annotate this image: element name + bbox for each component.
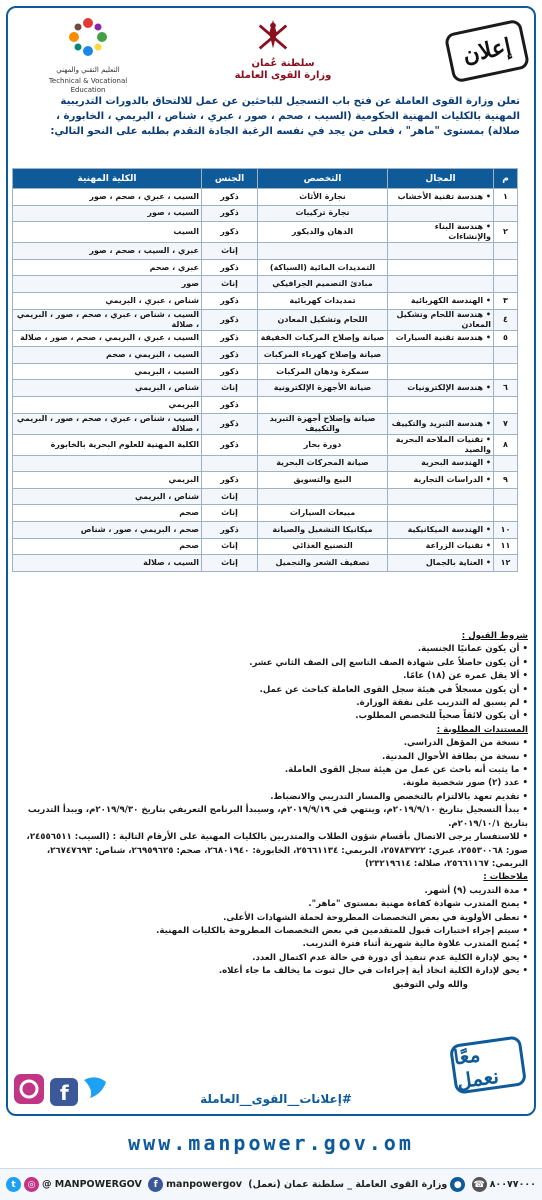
table-row bbox=[13, 330, 518, 347]
ministry-name bbox=[228, 58, 338, 82]
cell-spec: الدهان والديكور bbox=[258, 222, 388, 243]
cell-idx: ٤ bbox=[494, 309, 518, 330]
cell-spec: صيانة وإصلاح المركبات الخفيفة bbox=[258, 330, 388, 347]
cell-field: • هندسة التبريد والتكييف bbox=[388, 413, 494, 434]
cell-spec: دورة بحار bbox=[258, 434, 388, 455]
svg-text:f: f bbox=[60, 1081, 69, 1105]
document-item: • تقديم تعهد بالالتزام بالتخصص والمسار التدريبي والانضباط. bbox=[14, 791, 528, 804]
document-item: • نسخة من المؤهل الدراسي. bbox=[14, 737, 528, 750]
cell-field: • الهندسة الميكانيكية bbox=[388, 521, 494, 538]
cell-gender: ذكور bbox=[202, 292, 258, 309]
condition-item: • أن يكون لائقاً صحياً للتخصص المطلوب. bbox=[14, 710, 528, 723]
table-row bbox=[13, 396, 518, 413]
cell-college: عبري ، السيب ، صحم ، صور bbox=[13, 243, 202, 260]
contact-info: • للاستفسار يرجى الاتصال بأقسام شؤون الطلاب والمتدربين بالكليات المهنية على الأرقام التالية : (السيب: ٢٤٥٥٦٥١١، صور: ٢٥٥٣٠٠٦٨، عبري: ٢٥٧٨٣٧٢٢، البريمي: ٢٥٦٦١١٣٤، الخابورة: ٢٦٨٠١٩٤٠، صحم: ٢٦٩٥٩٦٢٥، شناص: ٢٦٧٤٧٦٩٣، البريمي: ٢٥٦٦١١٦٧، صلالة: ٢٣٢١٩٦١٤) bbox=[14, 831, 528, 871]
condition-item: • أن يكون مسجلاً في هيئة سجل القوى العاملة كباحث عن عمل. bbox=[14, 684, 528, 697]
cell-gender: إناث bbox=[202, 488, 258, 505]
table-row bbox=[13, 538, 518, 555]
cell-gender: ذكور bbox=[202, 521, 258, 538]
cell-gender: ذكور bbox=[202, 396, 258, 413]
table-row bbox=[13, 292, 518, 309]
cell-idx bbox=[494, 488, 518, 505]
cell-spec: مبيعات السيارات bbox=[258, 505, 388, 522]
cell-idx: ٢ bbox=[494, 222, 518, 243]
cell-field bbox=[388, 505, 494, 522]
cell-gender: ذكور bbox=[202, 205, 258, 222]
cell-idx bbox=[494, 455, 518, 472]
contact-bar bbox=[0, 1168, 542, 1200]
cell-idx: ٩ bbox=[494, 472, 518, 489]
cell-field: • الدراسات التجارية bbox=[388, 472, 494, 489]
cell-field: • هندسة تقنية الأخشاب bbox=[388, 189, 494, 206]
cell-gender: ذكور bbox=[202, 309, 258, 330]
table-row bbox=[13, 243, 518, 260]
note-item: • سيتم إجراء اختبارات قبول للمتقدمين في بعض التخصصات المطروحة بالكليات المهنية. bbox=[14, 925, 528, 938]
table-row bbox=[13, 434, 518, 455]
instagram-icon bbox=[14, 1074, 44, 1104]
cell-field bbox=[388, 488, 494, 505]
notes-title: ملاحظات : bbox=[483, 872, 528, 883]
tve-logo-text-en: Technical & Vocational Education bbox=[48, 77, 128, 94]
phone-icon: ☎ bbox=[472, 1177, 487, 1192]
cell-gender: ذكور bbox=[202, 363, 258, 380]
cell-idx bbox=[494, 363, 518, 380]
cell-field: • العناية بالجمال bbox=[388, 555, 494, 572]
cell-spec: سمكرة ودهان المركبات bbox=[258, 363, 388, 380]
cell-college: السيب ، صلالة bbox=[13, 555, 202, 572]
cell-gender: إناث bbox=[202, 505, 258, 522]
document-item: • عدد (٢) صور شخصية ملونة. bbox=[14, 777, 528, 790]
cell-idx bbox=[494, 276, 518, 293]
cell-gender: ذكور bbox=[202, 347, 258, 364]
cell-idx: ٥ bbox=[494, 330, 518, 347]
cell-gender: ذكور bbox=[202, 472, 258, 489]
cell-field: • تقنيات الزراعة bbox=[388, 538, 494, 555]
cell-field: • هندسة تقنية السيارات bbox=[388, 330, 494, 347]
intro-paragraph: تعلن وزارة القوى العاملة عن فتح باب التسجيل للباحثين عن عمل للالتحاق بالدورات التدريبية المهنية بالكليات المهنية الحكومية (السيب ، صحم ، صور ، عبري ، شناص ، البريمي ، الخابورة ، صلالة) بمستوى "ماهر" ، فعلى من يجد في نفسه الرغبة الجادة التقدم بطلبه على النحو التالي: bbox=[50, 96, 520, 137]
condition-item: • لم يسبق له التدريب على نفقة الوزارة. bbox=[14, 697, 528, 710]
announcement-badge: إعلان bbox=[444, 18, 531, 83]
cell-gender: ذكور bbox=[202, 413, 258, 434]
cell-spec: مبادئ التصميم الجرافيكي bbox=[258, 276, 388, 293]
cell-college: شناص ، البريمي bbox=[13, 488, 202, 505]
document-item: • نسخة من بطاقة الأحوال المدنية. bbox=[14, 751, 528, 764]
table-row bbox=[13, 222, 518, 243]
note-item: • يُمنح المتدرب علاوة مالية شهرية أثناء فترة التدريب. bbox=[14, 938, 528, 951]
cell-college: البريمي bbox=[13, 472, 202, 489]
facebook-icon: f bbox=[148, 1177, 163, 1192]
cell-gender: إناث bbox=[202, 538, 258, 555]
cell-idx: ١١ bbox=[494, 538, 518, 555]
cell-field: • الهندسة البحرية bbox=[388, 455, 494, 472]
note-item: • يحق لإدارة الكلية عدم تنفيذ أي دورة في حالة عدم اكتمال العدد. bbox=[14, 952, 528, 965]
cell-idx: ١٠ bbox=[494, 521, 518, 538]
table-row bbox=[13, 505, 518, 522]
cell-college: السيب ، صور bbox=[13, 205, 202, 222]
website-url[interactable]: www.manpower.gov.om bbox=[128, 1131, 414, 1155]
cell-idx: ٣ bbox=[494, 292, 518, 309]
hashtag[interactable]: #إعلانات__القوى__العاملة bbox=[200, 1092, 352, 1106]
table-row bbox=[13, 363, 518, 380]
ministry-line1: سلطنة عُمان bbox=[251, 58, 315, 69]
table-row bbox=[13, 309, 518, 330]
col-header-field: المجال bbox=[388, 169, 494, 189]
ministry-footer: وزارة القوى العاملة _ سلطنة عمان (نعمل) bbox=[248, 1179, 448, 1190]
tve-logo bbox=[38, 14, 138, 95]
contact-phone[interactable] bbox=[472, 1177, 536, 1192]
contact-handle-lower[interactable] bbox=[148, 1177, 242, 1192]
cell-spec: البيع والتسويق bbox=[258, 472, 388, 489]
table-row bbox=[13, 555, 518, 572]
cell-idx: ٧ bbox=[494, 413, 518, 434]
cell-spec: اللحام وتشكيل المعادن bbox=[258, 309, 388, 330]
cell-idx: ٦ bbox=[494, 380, 518, 397]
cell-spec: صيانة الأجهزة الإلكترونية bbox=[258, 380, 388, 397]
cell-college: السيب ، البريمي bbox=[13, 363, 202, 380]
cell-college: السيب ، عبري ، صحم ، صور bbox=[13, 189, 202, 206]
table-row bbox=[13, 347, 518, 364]
cell-college: صحم bbox=[13, 538, 202, 555]
cell-idx: ٨ bbox=[494, 434, 518, 455]
programs-table bbox=[12, 168, 518, 572]
table-row bbox=[13, 205, 518, 222]
note-item: • يمنح المتدرب شهادة كفاءة مهنية بمستوى "ماهر". bbox=[14, 898, 528, 911]
cell-field bbox=[388, 243, 494, 260]
cell-college bbox=[13, 455, 202, 472]
cell-gender: إناث bbox=[202, 243, 258, 260]
cell-field bbox=[388, 276, 494, 293]
cell-field bbox=[388, 259, 494, 276]
cell-idx bbox=[494, 259, 518, 276]
condition-item: • أن يكون عمانيًا الجنسية. bbox=[14, 643, 528, 656]
cell-gender: ذكور bbox=[202, 189, 258, 206]
table-row bbox=[13, 455, 518, 472]
cell-field: • تقنيات الملاحة البحرية والصيد bbox=[388, 434, 494, 455]
tve-logo-icon bbox=[65, 14, 111, 60]
cell-college: الكلية المهنية للعلوم البحرية بالخابورة bbox=[13, 434, 202, 455]
social-icons-cluster bbox=[10, 1060, 110, 1116]
col-header-idx: م bbox=[494, 169, 518, 189]
cell-idx: ١ bbox=[494, 189, 518, 206]
phone-number: ٨٠٠٧٧٠٠٠ bbox=[489, 1179, 536, 1190]
together-we-work-badge: معًا نعمل bbox=[449, 1035, 527, 1095]
table-row bbox=[13, 276, 518, 293]
document-item: • ما يثبت أنه باحث عن عمل من هيئة سجل القوى العاملة. bbox=[14, 764, 528, 777]
cell-spec: التمديدات المائية (السباكة) bbox=[258, 259, 388, 276]
col-header-college: الكلية المهنية bbox=[13, 169, 202, 189]
cell-spec: صيانة وإصلاح أجهزة التبريد والتكييف bbox=[258, 413, 388, 434]
cell-spec: تصفيف الشعر والتجميل bbox=[258, 555, 388, 572]
cell-field bbox=[388, 363, 494, 380]
cell-college: السيب ، شناص ، عبري ، صحم ، صور ، البريمي ، صلالة bbox=[13, 413, 202, 434]
conditions-title: شروط القبول : bbox=[461, 631, 528, 641]
table-row bbox=[13, 488, 518, 505]
cell-field: • هندسة اللحام وتشكيل المعادن bbox=[388, 309, 494, 330]
cell-gender: ذكور bbox=[202, 259, 258, 276]
condition-item: • ألا يقل عمره عن (١٨) عامًا. bbox=[14, 670, 528, 683]
col-header-gender: الجنس bbox=[202, 169, 258, 189]
cell-field: • هندسة الإلكترونيات bbox=[388, 380, 494, 397]
twitter-icon bbox=[84, 1077, 106, 1098]
cell-gender bbox=[202, 455, 258, 472]
cell-spec: تمديدات كهربائية bbox=[258, 292, 388, 309]
table-header-row bbox=[13, 169, 518, 189]
cell-spec bbox=[258, 488, 388, 505]
table-row bbox=[13, 413, 518, 434]
table-row bbox=[13, 259, 518, 276]
documents-title: المستندات المطلوبة : bbox=[436, 724, 528, 735]
cell-spec: التصنيع الغذائي bbox=[258, 538, 388, 555]
note-item: • تعطى الأولوية في بعض التخصصات المطروحة لحملة الشهادات الأعلى. bbox=[14, 912, 528, 925]
conditions-section bbox=[14, 630, 528, 992]
handle-upper: @ MANPOWERGOV bbox=[42, 1179, 142, 1190]
cell-gender: ذكور bbox=[202, 434, 258, 455]
cell-college: السيب ، عبري ، البريمي ، صحم ، صور ، صلالة bbox=[13, 330, 202, 347]
contact-handle-upper[interactable] bbox=[6, 1177, 142, 1192]
col-header-spec: التخصص bbox=[258, 169, 388, 189]
cell-spec: صيانة وإصلاح كهرباء المركبات bbox=[258, 347, 388, 364]
cell-field bbox=[388, 205, 494, 222]
registration-dates: • يبدأ التسجيل بتاريخ ٢٠١٩/٩/١٠م، وينتهي في ٢٠١٩/٩/١٩م، وسيبدأ البرنامج التعريفي بتاريخ ٢٠١٩/٩/٣٠م، ويبدأ التدريب بتاريخ ٢٠١٩/١٠/١م. bbox=[14, 804, 528, 831]
instagram-icon: ◎ bbox=[24, 1177, 39, 1192]
cell-college: البريمي bbox=[13, 396, 202, 413]
cell-spec: نجارة الأثاث bbox=[258, 189, 388, 206]
handle-lower: manpowergov bbox=[166, 1179, 242, 1190]
note-item: • يحق لإدارة الكلية اتخاذ أية إجراءات في حال ثبوت ما يخالف ما جاء أعلاه. bbox=[14, 965, 528, 978]
web-icon: ● bbox=[450, 1177, 465, 1192]
cell-gender: إناث bbox=[202, 555, 258, 572]
cell-gender: إناث bbox=[202, 380, 258, 397]
tve-logo-text-ar: التعليم التقني والمهني bbox=[56, 66, 120, 74]
cell-idx: ١٢ bbox=[494, 555, 518, 572]
cell-idx bbox=[494, 243, 518, 260]
cell-college: شناص ، عبري ، البريمي bbox=[13, 292, 202, 309]
note-item: • مدة التدريب (٩) أشهر. bbox=[14, 885, 528, 898]
cell-spec bbox=[258, 396, 388, 413]
table-row bbox=[13, 521, 518, 538]
cell-gender: ذكور bbox=[202, 222, 258, 243]
condition-item: • أن يكون حاصلاً على شهادة الصف التاسع إلى الصف الثاني عشر. bbox=[14, 657, 528, 670]
cell-spec: ميكانيكا التشغيل والصيانة bbox=[258, 521, 388, 538]
cell-field: • الهندسة الكهربائية bbox=[388, 292, 494, 309]
cell-spec: صيانة المحركات البحرية bbox=[258, 455, 388, 472]
cell-college: صحم ، البريمي ، صور ، شناص bbox=[13, 521, 202, 538]
contact-ministry bbox=[248, 1177, 465, 1192]
cell-idx bbox=[494, 347, 518, 364]
cell-college: السيب bbox=[13, 222, 202, 243]
oman-crest-icon bbox=[254, 16, 292, 58]
twitter-icon: t bbox=[6, 1177, 21, 1192]
cell-college: صحم bbox=[13, 505, 202, 522]
cell-field: • هندسة البناء والإنشاءات bbox=[388, 222, 494, 243]
ministry-line2: وزارة القوى العاملة bbox=[234, 70, 332, 81]
cell-college: السيب ، شناص ، عبري ، صحم ، صور ، البريمي ، صلالة bbox=[13, 309, 202, 330]
table-row bbox=[13, 380, 518, 397]
cell-field bbox=[388, 396, 494, 413]
cell-spec: نجارة تركيبات bbox=[258, 205, 388, 222]
cell-gender: ذكور bbox=[202, 330, 258, 347]
closing-line: والله ولي التوفيق bbox=[392, 979, 468, 990]
cell-college: صور bbox=[13, 276, 202, 293]
cell-idx bbox=[494, 396, 518, 413]
cell-spec bbox=[258, 243, 388, 260]
header bbox=[8, 8, 534, 94]
cell-idx bbox=[494, 505, 518, 522]
cell-college: شناص ، البريمي bbox=[13, 380, 202, 397]
cell-college: السيب ، البريمي ، صحم bbox=[13, 347, 202, 364]
cell-idx bbox=[494, 205, 518, 222]
table-row bbox=[13, 472, 518, 489]
cell-field bbox=[388, 347, 494, 364]
cell-gender: إناث bbox=[202, 276, 258, 293]
table-row bbox=[13, 189, 518, 206]
cell-college: عبري ، صحم bbox=[13, 259, 202, 276]
